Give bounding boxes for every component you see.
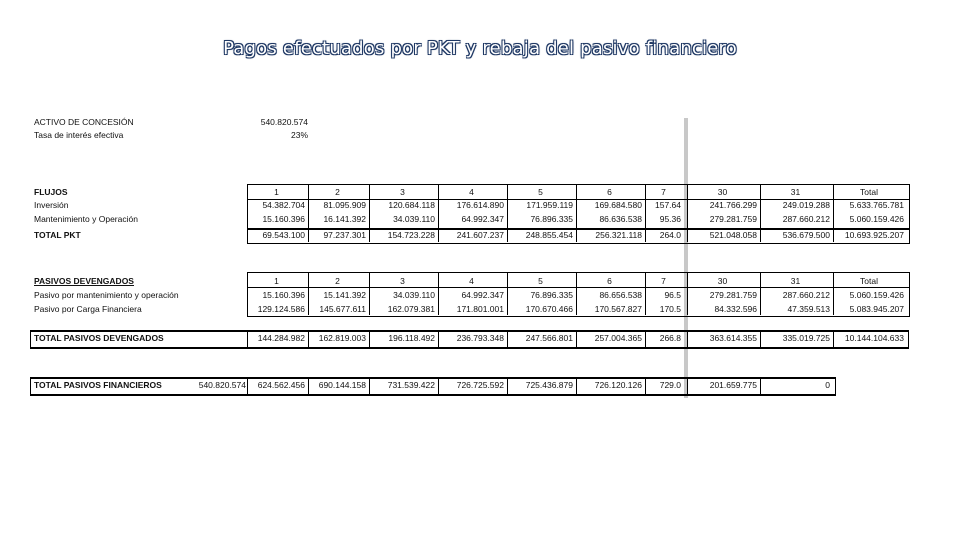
- pasivos-heading: PASIVOS DEVENGADOS: [34, 276, 134, 286]
- column-header: 4: [469, 276, 474, 286]
- table-cell-total: 363.614.355: [709, 333, 757, 343]
- table-cell: 287.660.212: [782, 214, 830, 224]
- tasa-value: 23%: [290, 130, 308, 140]
- table-cell-total: 162.819.003: [318, 333, 366, 343]
- table-cell: 15.160.396: [262, 214, 305, 224]
- table-cell-total: 201.659.775: [709, 380, 757, 390]
- table-cell: 76.896.335: [530, 290, 573, 300]
- table-cell-total: 247.566.801: [525, 333, 573, 343]
- table-cell: 287.660.212: [782, 290, 830, 300]
- table-cell: 5.083.945.207: [849, 304, 904, 314]
- table-cell: 162.079.381: [387, 304, 435, 314]
- table-cell: 47.359.513: [787, 304, 830, 314]
- table-cell-total: 335.019.725: [782, 333, 830, 343]
- column-header: 1: [274, 276, 279, 286]
- table-cell: 95.36: [659, 214, 681, 224]
- table-cell-total: 97.237.301: [323, 230, 366, 240]
- table-cell: 96.5: [664, 290, 681, 300]
- column-header: 7: [661, 187, 666, 197]
- table-cell: 5.060.159.426: [849, 214, 904, 224]
- column-header: 2: [335, 276, 340, 286]
- table-cell-total: 726.725.592: [456, 380, 504, 390]
- tasa-label: Tasa de interés efectiva: [34, 130, 124, 140]
- total-financieros-initial: 540.820.574: [198, 380, 246, 390]
- table-cell: 171.801.001: [456, 304, 504, 314]
- column-header: 3: [400, 187, 405, 197]
- total-financieros-label: TOTAL PASIVOS FINANCIEROS: [34, 380, 162, 390]
- table-cell: 249.019.288: [782, 200, 830, 210]
- table-cell: 54.382.704: [262, 200, 305, 210]
- column-header: 30: [717, 187, 728, 197]
- table-cell: 34.039.110: [393, 290, 435, 300]
- total-devengados-label: TOTAL PASIVOS DEVENGADOS: [34, 333, 164, 343]
- table-cell-total: 241.607.237: [456, 230, 504, 240]
- pasivos-row-label: Pasivo por mantenimiento y operación: [34, 290, 179, 300]
- table-cell: 157.64: [655, 200, 681, 210]
- table-cell-total: 624.562.456: [257, 380, 305, 390]
- flujos-row-label: Inversión: [34, 200, 69, 210]
- column-header: 3: [400, 276, 405, 286]
- table-cell: 15.141.392: [323, 290, 366, 300]
- activo-value: 540.820.574: [260, 117, 308, 127]
- table-cell: 176.614.890: [456, 200, 504, 210]
- table-cell: 129.124.586: [257, 304, 305, 314]
- table-cell-total: 726.120.126: [594, 380, 642, 390]
- table-cell-total: 248.855.454: [525, 230, 573, 240]
- table-cell-total: 690.144.158: [318, 380, 366, 390]
- column-header: 31: [790, 276, 801, 286]
- column-header: 4: [469, 187, 474, 197]
- column-header: 2: [335, 187, 340, 197]
- table-cell: 170.567.827: [594, 304, 642, 314]
- column-header: 31: [790, 187, 801, 197]
- column-header: 6: [607, 276, 612, 286]
- flujos-total-label: TOTAL PKT: [34, 230, 81, 240]
- table-cell: 81.095.909: [323, 200, 366, 210]
- table-cell-total: 536.679.500: [782, 230, 830, 240]
- table-cell: 15.160.396: [262, 290, 305, 300]
- table-cell: 169.684.580: [594, 200, 642, 210]
- column-header: 30: [717, 276, 728, 286]
- table-cell: 279.281.759: [709, 290, 757, 300]
- table-cell: 86.656.538: [599, 290, 642, 300]
- table-cell: 16.141.392: [323, 214, 366, 224]
- table-cell: 86.636.538: [599, 214, 642, 224]
- table-cell-total: 725.436.879: [525, 380, 573, 390]
- table-cell: 64.992.347: [461, 214, 504, 224]
- column-header: Total: [860, 276, 878, 286]
- flujos-row-label: Mantenimiento y Operación: [34, 214, 138, 224]
- table-cell: 145.677.611: [319, 304, 366, 314]
- table-cell-total: 10.144.104.633: [844, 333, 904, 343]
- column-header: 7: [661, 276, 666, 286]
- page-title: Pagos efectuados por PKT y rebaja del pasivo financiero: [223, 38, 737, 59]
- table-cell: 84.332.596: [714, 304, 757, 314]
- table-cell: 241.766.299: [709, 200, 757, 210]
- table-cell: 279.281.759: [709, 214, 757, 224]
- column-header: 1: [274, 187, 279, 197]
- table-cell-total: 729.0: [659, 380, 681, 390]
- table-cell-total: 236.793.348: [456, 333, 504, 343]
- table-cell-total: 0: [825, 380, 830, 390]
- table-cell-total: 69.543.100: [262, 230, 305, 240]
- table-cell: 76.896.335: [530, 214, 573, 224]
- column-header: Total: [860, 187, 878, 197]
- column-header: 5: [538, 187, 543, 197]
- table-cell-total: 154.723.228: [387, 230, 435, 240]
- column-header: 5: [538, 276, 543, 286]
- table-cell: 171.959.119: [526, 200, 573, 210]
- table-cell-total: 10.693.925.207: [844, 230, 904, 240]
- table-cell: 34.039.110: [393, 214, 435, 224]
- column-header: 6: [607, 187, 612, 197]
- flujos-heading: FLUJOS: [34, 187, 68, 197]
- table-cell: 5.060.159.426: [849, 290, 904, 300]
- table-cell-total: 264.0: [659, 230, 681, 240]
- table-cell: 120.684.118: [388, 200, 435, 210]
- table-cell-total: 731.539.422: [387, 380, 435, 390]
- separator-column: [684, 118, 688, 398]
- table-cell-total: 144.284.982: [257, 333, 305, 343]
- table-cell: 170.670.466: [525, 304, 573, 314]
- table-cell: 5.633.765.781: [849, 200, 904, 210]
- table-cell-total: 257.004.365: [594, 333, 642, 343]
- table-cell-total: 521.048.058: [709, 230, 757, 240]
- table-cell-total: 266.8: [659, 333, 681, 343]
- table-cell-total: 196.118.492: [388, 333, 435, 343]
- table-cell: 64.992.347: [461, 290, 504, 300]
- table-cell: 170.5: [659, 304, 681, 314]
- pasivos-row-label: Pasivo por Carga Financiera: [34, 304, 142, 314]
- table-cell-total: 256.321.118: [595, 230, 642, 240]
- pasivos-header-rule: [247, 287, 909, 288]
- activo-label: ACTIVO DE CONCESIÓN: [34, 117, 134, 127]
